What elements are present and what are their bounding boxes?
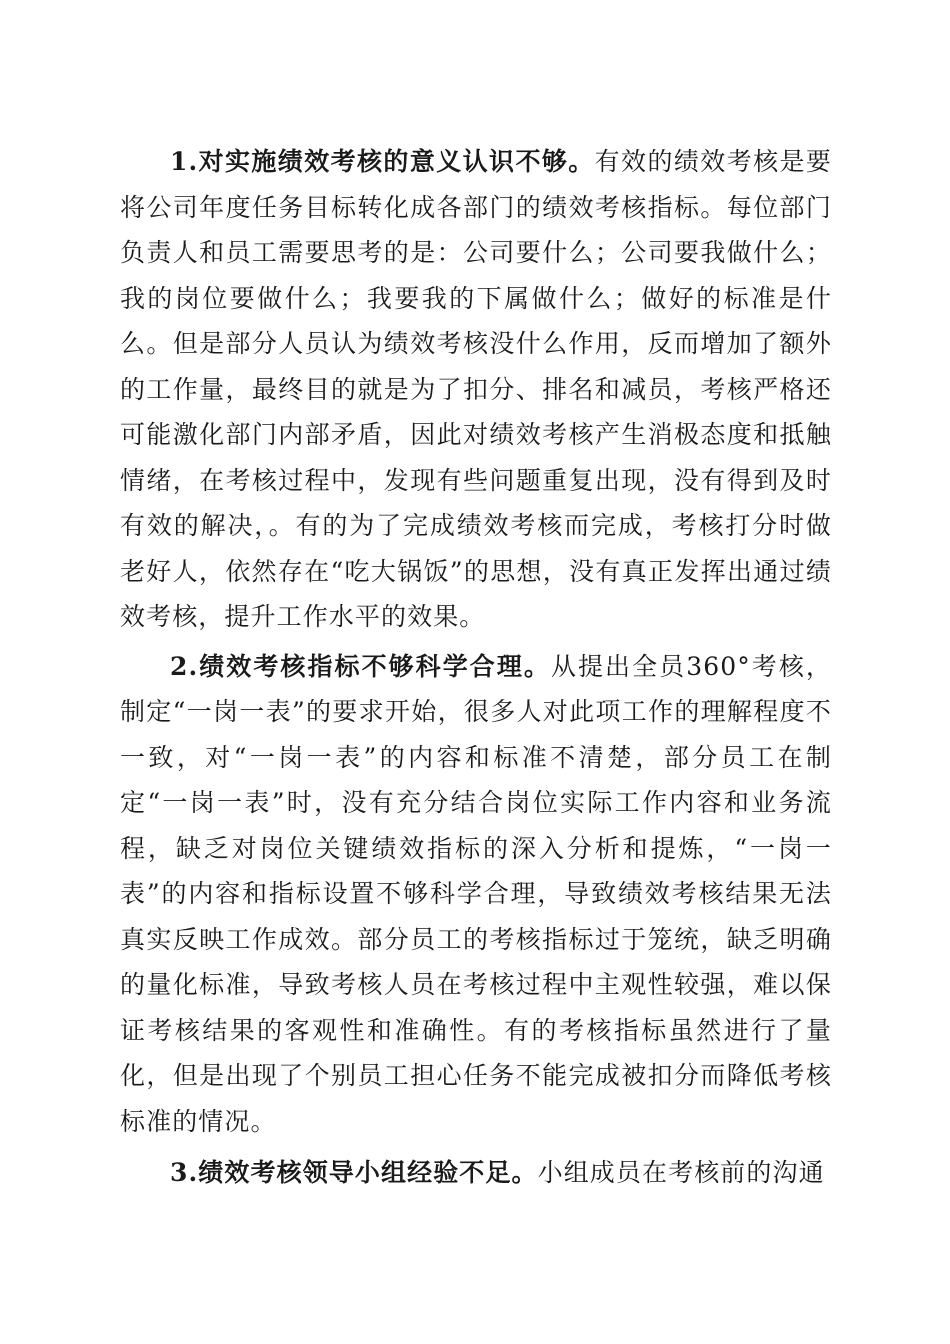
paragraph-1-text: 有效的绩效考核是要将公司年度任务目标转化成各部门的绩效考核指标。每位部门负责人和员工需要思考的是：公司要什么；公司要我做什么；我的岗位要做什么；我要我的下属做什么；做好的标准是什么。但是部分人员认为绩效考核没什么作用，反而增加了额外的工作量，最终目的就是为了扣分、排名和减员，考核严格还可能激化部门内部矛盾，因此对绩效考核产生消极态度和抵触情绪，在考核过程中，发现有些问题重复出现，没有得到及时有效的解决，。有的为了完成绩效考核而完成，考核打分时做老好人，依然存在“吃大锅饭”的思想，没有真正发挥出通过绩效考核，提升工作水平的效果。 [120,147,832,631]
paragraph-3-text: 小组成员在考核前的沟通 [537,1158,825,1187]
body-text [120,139,832,1196]
paragraph-3 [120,1150,832,1196]
paragraph-2 [120,644,832,1145]
paragraph-2-text: 从提出全员360°考核，制定“一岗一表”的要求开始，很多人对此项工作的理解程度不一致，对“一岗一表”的内容和标准不清楚，部分员工在制定“一岗一表”时，没有充分结合岗位实际工作内容和业务流程，缺乏对岗位关键绩效指标的深入分析和提炼，“一岗一表”的内容和指标设置不够科学合理，导致绩效考核结果无法真实反映工作成效。部分员工的考核指标过于笼统，缺乏明确的量化标准，导致考核人员在考核过程中主观性较强，难以保证考核结果的客观性和准确性。有的考核指标虽然进行了量化，但是出现了个别员工担心任务不能完成被扣分而降低考核标准的情况。 [120,651,832,1136]
paragraph-2-heading: 2.绩效考核指标不够科学合理。 [170,651,551,681]
paragraph-1 [120,139,832,640]
paragraph-3-heading: 3.绩效考核领导小组经验不足。 [170,1158,538,1187]
paragraph-1-heading: 1.对实施绩效考核的意义认识不够。 [170,147,595,176]
